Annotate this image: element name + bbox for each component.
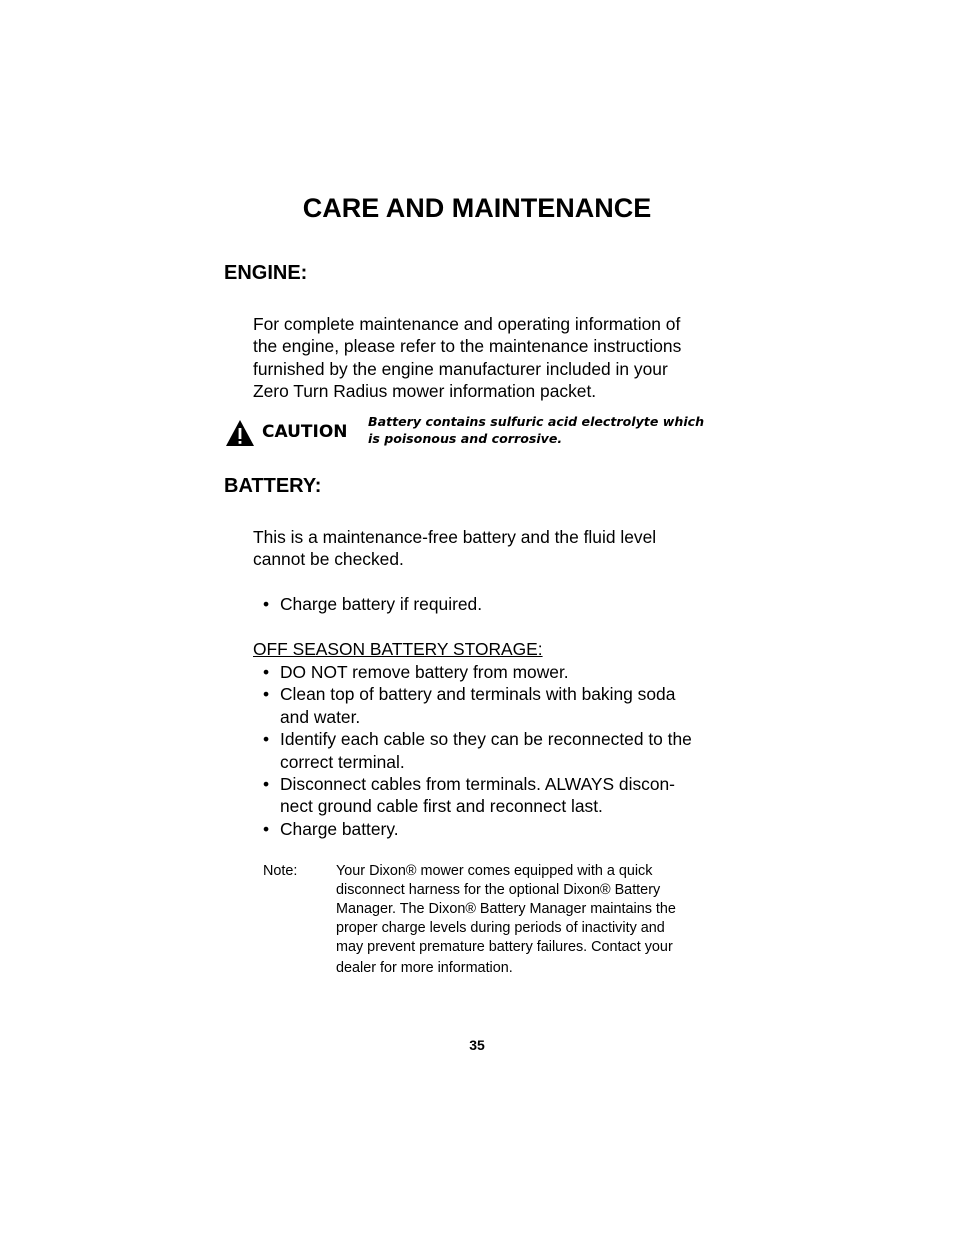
list-item-text: Charge battery if required. <box>280 594 483 614</box>
list-item-text: correct terminal. <box>280 751 405 772</box>
caution-line: Battery contains sulfuric acid electrolyte which <box>368 414 705 429</box>
battery-line: This is a maintenance-free battery and the fluid level <box>253 527 657 547</box>
caution-text <box>368 413 718 447</box>
bullet-marker: • <box>263 729 270 750</box>
note-line: Your Dixon® mower comes equipped with a quick <box>336 863 653 879</box>
note-line: Manager. The Dixon® Battery Manager maintains the <box>336 901 676 917</box>
battery-paragraph <box>253 526 723 571</box>
bullet-marker: • <box>263 662 270 682</box>
caution-label: CAUTION <box>262 422 348 442</box>
engine-paragraph <box>253 313 723 403</box>
list-item-text: Identify each cable so they can be reconnected to the <box>280 729 692 750</box>
list-item-text: Charge battery. <box>280 818 399 839</box>
engine-heading: ENGINE: <box>224 262 308 284</box>
list-item <box>263 728 723 773</box>
engine-line: the engine, please refer to the maintenance instructions <box>253 336 682 357</box>
storage-list <box>263 661 723 840</box>
note-line: dealer for more information. <box>336 960 513 976</box>
warning-triangle-icon <box>225 418 255 448</box>
list-item <box>263 593 723 615</box>
battery-line: cannot be checked. <box>253 549 404 570</box>
page-title: CARE AND MAINTENANCE <box>302 193 652 223</box>
bullet-marker: • <box>263 684 270 705</box>
note-text <box>336 862 716 978</box>
storage-heading: OFF SEASON BATTERY STORAGE: <box>253 639 543 659</box>
list-item-text: and water. <box>280 706 361 727</box>
list-item <box>263 661 723 683</box>
charge-bullet <box>263 593 723 615</box>
page-number: 35 <box>469 1037 485 1053</box>
bullet-marker: • <box>263 818 270 839</box>
list-item <box>263 818 723 840</box>
list-item-text: nect ground cable first and reconnect last. <box>280 796 603 817</box>
engine-line: Zero Turn Radius mower information packet. <box>253 381 597 402</box>
list-item-text: Clean top of battery and terminals with baking soda <box>280 684 676 705</box>
engine-line: furnished by the engine manufacturer included in your <box>253 358 668 379</box>
list-item-text: Disconnect cables from terminals. ALWAYS discon- <box>280 774 675 795</box>
bullet-marker: • <box>263 594 270 614</box>
note-line: may prevent premature battery failures. Contact your <box>336 939 673 955</box>
bullet-marker: • <box>263 774 270 795</box>
battery-heading: BATTERY: <box>224 475 322 497</box>
note-line: disconnect harness for the optional Dixon® Battery <box>336 882 661 898</box>
list-item <box>263 773 723 818</box>
note-line: proper charge levels during periods of inactivity and <box>336 920 665 936</box>
note-label: Note: <box>263 863 298 879</box>
list-item-text: DO NOT remove battery from mower. <box>280 662 569 682</box>
engine-line: For complete maintenance and operating information of <box>253 314 681 334</box>
list-item <box>263 683 723 728</box>
caution-line: is poisonous and corrosive. <box>368 431 563 446</box>
